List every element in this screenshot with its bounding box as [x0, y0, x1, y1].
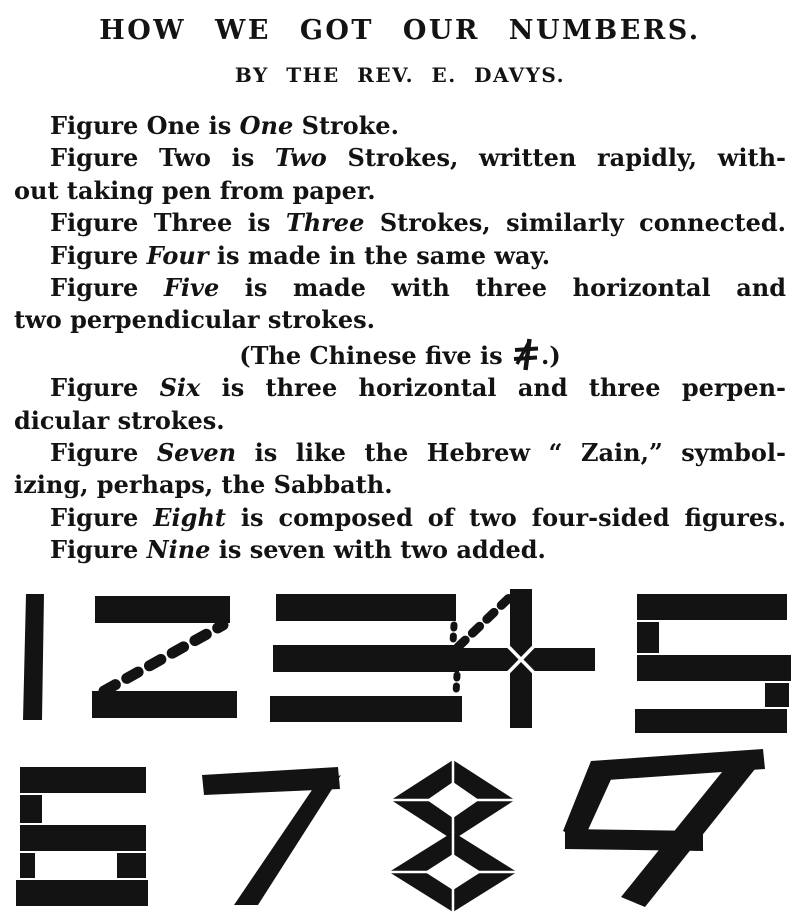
byline: BY THE REV. E. DAVYS. — [234, 63, 566, 87]
numeral-6-figure — [14, 765, 152, 907]
numeral-1-figure — [18, 594, 48, 720]
chinese-five-glyph — [513, 337, 539, 371]
text-line: izing, perhaps, the Sabbath. — [14, 470, 393, 500]
text-line-chinese-five: (The Chinese five is .) — [14, 337, 786, 372]
text-line: dicular strokes. — [14, 405, 225, 435]
numeral-9-figure — [563, 747, 768, 907]
numeral-5-figure — [633, 594, 791, 735]
body-text — [14, 110, 786, 567]
numeral-8-figure — [383, 760, 523, 912]
text-line: Figure One is One Stroke. — [50, 111, 399, 140]
text-line: out taking pen from paper. — [14, 175, 376, 205]
text-line: Figure Three is Three Strokes, similarly connected. — [50, 208, 786, 238]
text-line: Figure Four is made in the same way. — [50, 240, 551, 270]
text-line: Figure Eight is composed of two four-sided figures. — [50, 502, 787, 532]
text-line: two perpendicular strokes. — [14, 305, 375, 335]
text-line: Figure Six is three horizontal and three perpen- — [50, 373, 787, 403]
numeral-3-figure — [270, 594, 462, 722]
numeral-2-figure — [92, 594, 237, 720]
numeral-4-figure — [448, 585, 598, 728]
text-line: Figure Two is Two Strokes, written rapidly, with- — [50, 143, 786, 173]
text-line: Figure Five is made with three horizontal and — [50, 273, 787, 303]
text-line: Figure Seven is like the Hebrew “ Zain,” symbol- — [50, 438, 787, 468]
numeral-7-figure — [198, 767, 348, 905]
text-line: Figure Nine is seven with two added. — [50, 535, 546, 565]
page-title: HOW WE GOT OUR NUMBERS. — [99, 15, 701, 46]
